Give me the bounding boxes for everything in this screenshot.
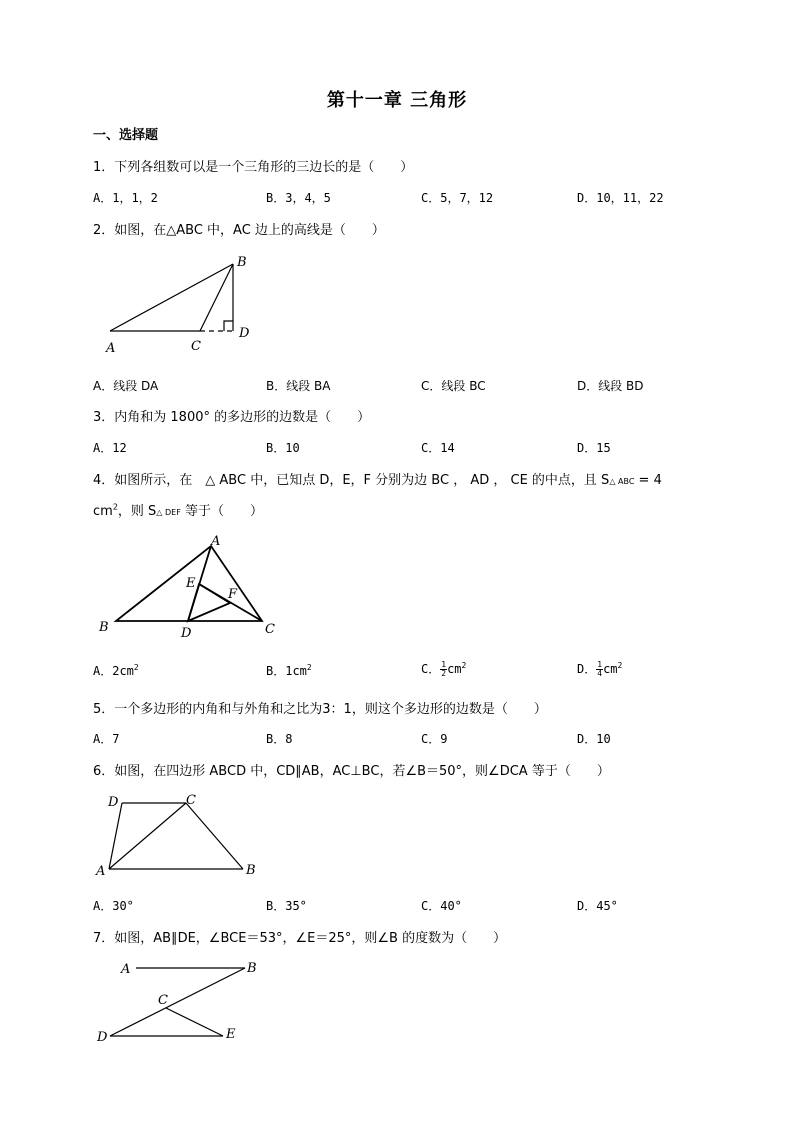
q6-label-b: B: [246, 863, 256, 878]
q4-option-b-text: B．1cm: [266, 664, 307, 678]
q3-option-d[interactable]: D．15: [577, 441, 611, 455]
question-7-stem: 7．如图，AB∥DE，∠BCE＝53°，∠E＝25°，则∠B 的度数为（ ）: [93, 931, 507, 946]
q1-option-b[interactable]: B．3，4，5: [266, 191, 331, 205]
q7-label-e: E: [226, 1027, 236, 1042]
question-1-stem: 1．下列各组数可以是一个三角形的三边长的是（ ）: [93, 160, 414, 175]
q4-label-d: D: [181, 626, 192, 641]
q5-option-c[interactable]: C．9: [421, 732, 448, 746]
q4-option-c-numerator: 1: [441, 660, 447, 669]
q7-line-bd: [110, 968, 245, 1036]
q6-label-a: A: [96, 864, 106, 879]
q4-stem-unit-sup: 2: [112, 502, 118, 512]
q2-option-d[interactable]: D．线段 BD: [577, 379, 644, 393]
question-3-stem: 3．内角和为 1800° 的多边形的边数是（ ）: [93, 410, 371, 425]
q3-option-b[interactable]: B．10: [266, 441, 300, 455]
page-title: 第十一章 三角形: [326, 90, 468, 111]
q7-label-a: A: [121, 962, 131, 977]
question-5-stem: 5．一个多边形的内角和与外角和之比为3：1，则这个多边形的边数是（ ）: [93, 702, 547, 717]
q2-label-d: D: [239, 326, 250, 341]
q1-option-a[interactable]: A．1，1，2: [93, 191, 158, 205]
q1-option-c[interactable]: C．5，7，12: [421, 191, 494, 205]
q4-label-e: E: [186, 576, 196, 591]
q6-option-a[interactable]: A．30°: [93, 899, 134, 913]
q4-stem-text-4: 等于（ ）: [180, 504, 263, 519]
q4-stem-text-2: = 4: [634, 473, 662, 488]
q4-option-a-text: A．2cm: [93, 664, 134, 678]
q2-option-c[interactable]: C．线段 BC: [421, 379, 486, 393]
q4-option-c-text: C．: [421, 662, 441, 676]
q4-option-d-numerator: 1: [597, 660, 603, 669]
q4-label-a: A: [211, 534, 221, 549]
q2-label-b: B: [237, 255, 247, 270]
q4-stem-text-3: ，则 S: [117, 504, 157, 519]
q7-segment-ce: [166, 1008, 223, 1036]
q7-label-d: D: [97, 1030, 108, 1045]
q4-option-b-sup: 2: [306, 663, 312, 672]
q6-option-c[interactable]: C．40°: [421, 899, 462, 913]
q4-label-c: C: [265, 622, 275, 637]
q4-option-d-unit: cm: [603, 662, 618, 676]
q6-label-c: C: [186, 793, 196, 808]
q4-option-c-denominator: 2: [441, 669, 447, 678]
q4-stem-unit: cm: [93, 504, 113, 519]
q5-option-b[interactable]: B．8: [266, 732, 293, 746]
section-heading: 一、选择题: [93, 128, 159, 143]
q4-stem-text-1: 4．如图所示，在 △ ABC 中，已知点 D，E，F 分别为边 BC ， AD ， CE 的中点，且 S: [93, 473, 610, 488]
q4-stem-sub-abc: △ ABC: [609, 477, 635, 486]
q2-option-a[interactable]: A．线段 DA: [93, 379, 159, 393]
q4-option-d-text: D．: [577, 662, 597, 676]
q4-option-c-unit: cm: [447, 662, 462, 676]
q2-label-a: A: [106, 341, 116, 356]
q2-option-b[interactable]: B．线段 BA: [266, 379, 331, 393]
q1-option-d[interactable]: D．10，11，22: [577, 191, 664, 205]
q5-option-a[interactable]: A．7: [93, 732, 120, 746]
q4-option-a-sup: 2: [133, 663, 139, 672]
q5-option-d[interactable]: D．10: [577, 732, 611, 746]
q4-label-b: B: [99, 620, 109, 635]
q4-option-c-sup: 2: [461, 661, 467, 670]
q4-option-d-denominator: 4: [597, 669, 603, 678]
q7-label-b: B: [247, 961, 257, 976]
q3-option-c[interactable]: C．14: [421, 441, 455, 455]
q4-option-d-sup: 2: [617, 661, 623, 670]
q6-option-d[interactable]: D．45°: [577, 899, 618, 913]
q3-option-a[interactable]: A．12: [93, 441, 127, 455]
q6-label-d: D: [108, 795, 119, 810]
q4-label-f: F: [228, 587, 238, 602]
q7-label-c: C: [158, 993, 168, 1008]
q4-stem-sub-def: △ DEF: [156, 508, 181, 517]
question-6-stem: 6．如图，在四边形 ABCD 中，CD∥AB，AC⊥BC，若∠B＝50°，则∠DCA 等于（ ）: [93, 764, 610, 779]
q6-option-b[interactable]: B．35°: [266, 899, 307, 913]
question-2-stem: 2．如图，在△ABC 中，AC 边上的高线是（ ）: [93, 223, 385, 238]
q2-label-c: C: [191, 339, 201, 354]
